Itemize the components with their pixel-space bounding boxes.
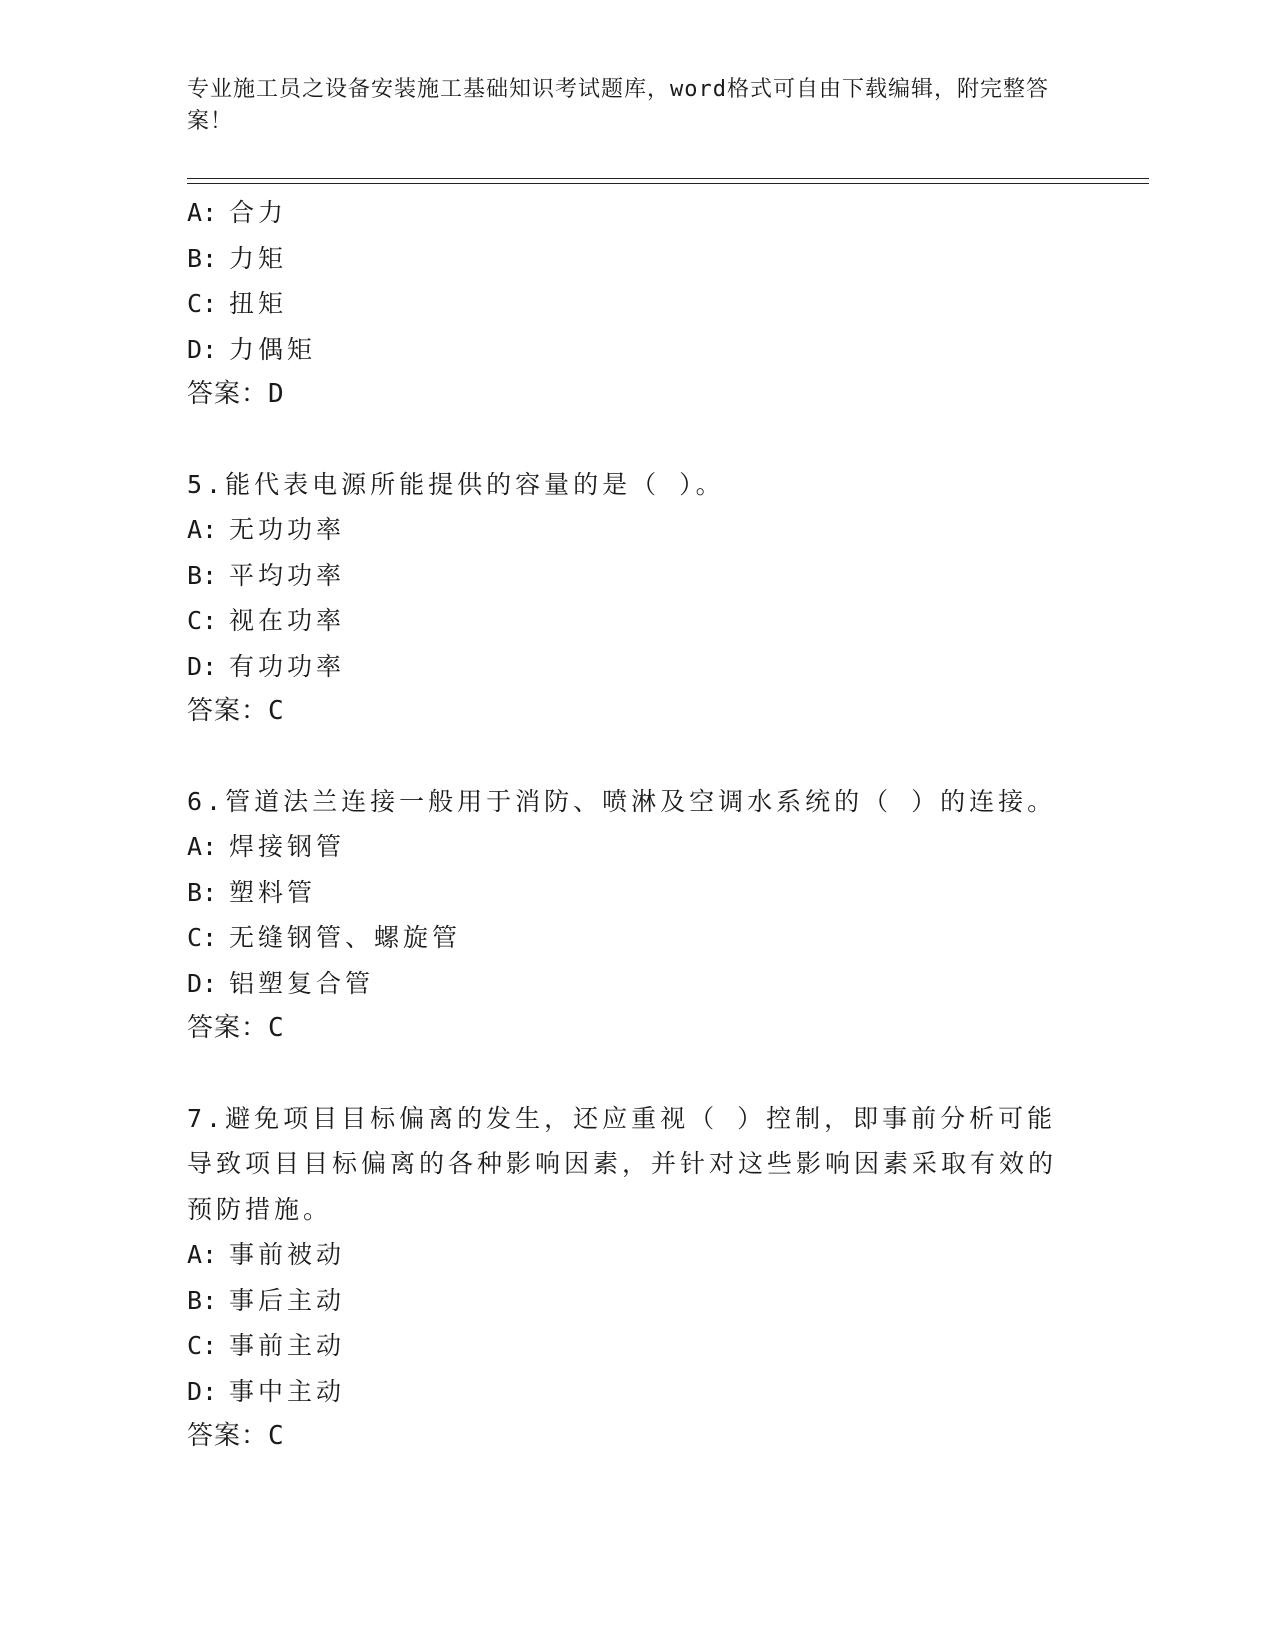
option-text: 塑料管 bbox=[229, 877, 317, 907]
option-b bbox=[187, 236, 1087, 282]
option-a bbox=[187, 507, 1087, 553]
header-divider bbox=[187, 178, 1149, 184]
question-5 bbox=[187, 462, 1087, 735]
option-d bbox=[187, 644, 1087, 690]
question-7 bbox=[187, 1096, 1087, 1460]
option-text: 平均功率 bbox=[229, 560, 346, 590]
option-letter: B: bbox=[187, 877, 218, 907]
document-header: 专业施工员之设备安装施工基础知识考试题库，word格式可自由下载编辑，附完整答案！ bbox=[187, 77, 1049, 134]
option-letter: B: bbox=[187, 560, 218, 590]
option-text: 无功功率 bbox=[229, 515, 346, 544]
option-letter: B: bbox=[187, 243, 218, 273]
answer: 答案：D bbox=[187, 379, 285, 409]
option-letter: B: bbox=[187, 1285, 218, 1315]
answer: 答案：C bbox=[187, 1421, 285, 1451]
option-letter: C: bbox=[187, 289, 218, 318]
question-6 bbox=[187, 779, 1087, 1052]
question-stem: 6.管道法兰连接一般用于消防、喷淋及空调水系统的（ ）的连接。 bbox=[187, 786, 1057, 816]
option-d bbox=[187, 327, 1087, 373]
option-b bbox=[187, 553, 1087, 599]
option-text: 事前主动 bbox=[229, 1331, 346, 1360]
option-a bbox=[187, 824, 1087, 870]
option-c bbox=[187, 281, 1087, 327]
option-text: 有功功率 bbox=[229, 651, 346, 681]
option-letter: D: bbox=[187, 334, 218, 364]
option-text: 视在功率 bbox=[229, 606, 346, 635]
option-text: 事后主动 bbox=[229, 1285, 346, 1315]
option-letter: A: bbox=[187, 832, 218, 861]
option-letter: D: bbox=[187, 968, 218, 998]
question-partial bbox=[187, 190, 1087, 418]
answer: 答案：C bbox=[187, 1013, 285, 1043]
answer: 答案：C bbox=[187, 696, 285, 726]
option-text: 力矩 bbox=[229, 243, 288, 273]
question-stem: 5.能代表电源所能提供的容量的是（ ）。 bbox=[187, 469, 725, 499]
option-letter: C: bbox=[187, 606, 218, 635]
option-letter: A: bbox=[187, 198, 218, 227]
option-letter: A: bbox=[187, 515, 218, 544]
option-letter: D: bbox=[187, 1376, 218, 1406]
option-c bbox=[187, 598, 1087, 644]
option-b bbox=[187, 1278, 1087, 1324]
option-a bbox=[187, 190, 1087, 236]
option-text: 铝塑复合管 bbox=[229, 968, 375, 998]
option-text: 事前被动 bbox=[229, 1240, 346, 1269]
option-c bbox=[187, 915, 1087, 961]
option-d bbox=[187, 961, 1087, 1007]
option-text: 力偶矩 bbox=[229, 334, 317, 364]
question-stem: 7.避免项目目标偏离的发生，还应重视（ ）控制，即事前分析可能导致项目目标偏离的各种影响因素，并针对这些影响因素采取有效的预防措施。 bbox=[187, 1103, 1058, 1224]
option-letter: A: bbox=[187, 1240, 218, 1269]
option-text: 扭矩 bbox=[229, 289, 288, 318]
option-d bbox=[187, 1369, 1087, 1415]
option-text: 事中主动 bbox=[229, 1376, 346, 1406]
option-letter: D: bbox=[187, 651, 218, 681]
option-letter: C: bbox=[187, 923, 218, 952]
option-c bbox=[187, 1323, 1087, 1369]
option-b bbox=[187, 870, 1087, 916]
option-a bbox=[187, 1232, 1087, 1278]
option-letter: C: bbox=[187, 1331, 218, 1360]
question-list bbox=[187, 190, 1087, 1460]
option-text: 合力 bbox=[229, 198, 288, 227]
option-text: 无缝钢管、螺旋管 bbox=[229, 923, 462, 952]
option-text: 焊接钢管 bbox=[229, 832, 346, 861]
